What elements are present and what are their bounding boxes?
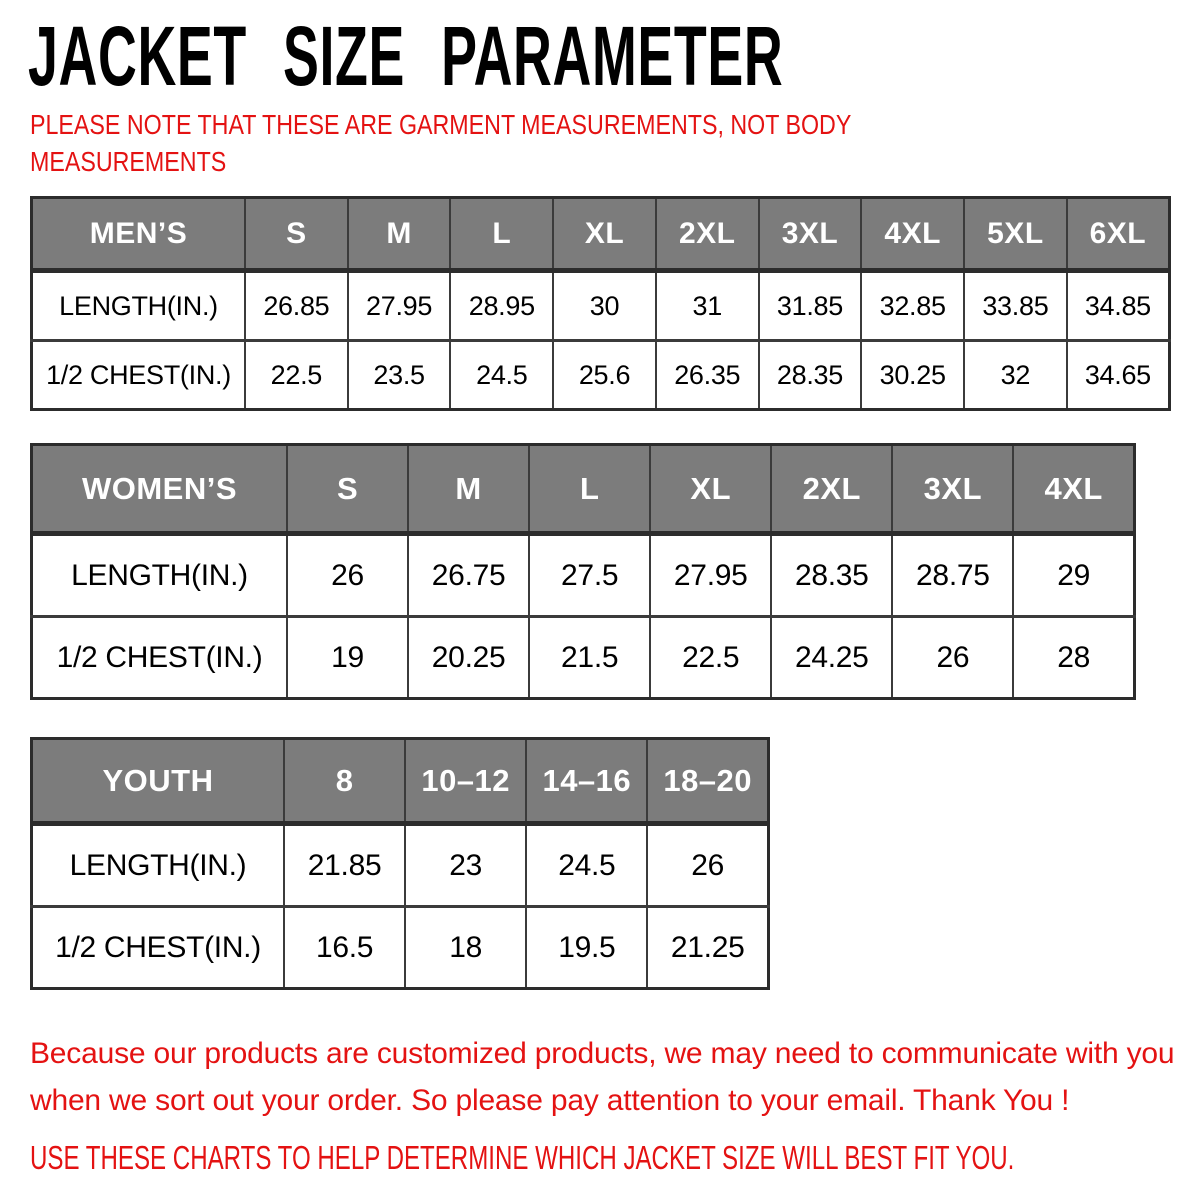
measurement-row xyxy=(32,907,769,989)
measurement-row xyxy=(32,617,1135,699)
size-header-cell: L xyxy=(529,445,650,534)
value-cell: 31.85 xyxy=(759,271,862,341)
size-header-cell: 5XL xyxy=(964,198,1067,271)
womens-size-table xyxy=(30,443,1136,700)
measurement-row xyxy=(32,534,1135,617)
value-cell: 28.35 xyxy=(771,534,892,617)
value-cell: 29 xyxy=(1013,534,1134,617)
measurement-row xyxy=(32,341,1170,410)
size-header-cell: XL xyxy=(650,445,771,534)
value-cell: 16.5 xyxy=(284,907,405,989)
size-header-cell: 18–20 xyxy=(647,739,768,824)
value-cell: 23.5 xyxy=(348,341,451,410)
value-cell: 26 xyxy=(647,824,768,907)
footer-paragraph-line-2: when we sort out your order. So please pay attention to your email. Thank You ! xyxy=(30,1084,1070,1117)
size-header-cell: S xyxy=(245,198,348,271)
value-cell: 32.85 xyxy=(861,271,964,341)
size-header-cell: 3XL xyxy=(892,445,1013,534)
youth-size-table xyxy=(30,737,770,990)
value-cell: 30.25 xyxy=(861,341,964,410)
size-header-cell: 8 xyxy=(284,739,405,824)
value-cell: 19.5 xyxy=(526,907,647,989)
size-header-cell: 2XL xyxy=(771,445,892,534)
value-cell: 19 xyxy=(287,617,408,699)
value-cell: 30 xyxy=(553,271,656,341)
value-cell: 34.85 xyxy=(1067,271,1170,341)
size-header-cell: 4XL xyxy=(861,198,964,271)
footer-final-line: USE THESE CHARTS TO HELP DETERMINE WHICH JACKET SIZE WILL BEST FIT YOU. xyxy=(30,1139,1015,1176)
mens-header-row xyxy=(32,198,1170,271)
row-label-cell: 1/2 CHEST(IN.) xyxy=(32,617,288,699)
value-cell: 34.65 xyxy=(1067,341,1170,410)
value-cell: 27.95 xyxy=(348,271,451,341)
footer-paragraph-line-1: Because our products are customized products, we may need to communicate with you xyxy=(30,1037,1175,1070)
value-cell: 21.85 xyxy=(284,824,405,907)
value-cell: 26.75 xyxy=(408,534,529,617)
size-header-cell: M xyxy=(408,445,529,534)
value-cell: 21.25 xyxy=(647,907,768,989)
size-header-cell: 6XL xyxy=(1067,198,1170,271)
value-cell: 26.85 xyxy=(245,271,348,341)
value-cell: 21.5 xyxy=(529,617,650,699)
womens-title-cell: WOMEN’S xyxy=(32,445,288,534)
value-cell: 22.5 xyxy=(650,617,771,699)
footer-notes xyxy=(30,1030,1200,1181)
garment-measurement-note xyxy=(30,106,1020,180)
youth-header-row xyxy=(32,739,769,824)
value-cell: 20.25 xyxy=(408,617,529,699)
value-cell: 25.6 xyxy=(553,341,656,410)
row-label-cell: LENGTH(IN.) xyxy=(32,271,246,341)
value-cell: 24.25 xyxy=(771,617,892,699)
measurement-row xyxy=(32,824,769,907)
size-header-cell: 10–12 xyxy=(405,739,526,824)
womens-header-row xyxy=(32,445,1135,534)
size-header-cell: S xyxy=(287,445,408,534)
value-cell: 24.5 xyxy=(450,341,553,410)
size-header-cell: 14–16 xyxy=(526,739,647,824)
value-cell: 28 xyxy=(1013,617,1134,699)
youth-title-cell: YOUTH xyxy=(32,739,285,824)
size-header-cell: XL xyxy=(553,198,656,271)
value-cell: 22.5 xyxy=(245,341,348,410)
value-cell: 18 xyxy=(405,907,526,989)
value-cell: 26.35 xyxy=(656,341,759,410)
measurement-row xyxy=(32,271,1170,341)
size-header-cell: 2XL xyxy=(656,198,759,271)
value-cell: 24.5 xyxy=(526,824,647,907)
value-cell: 33.85 xyxy=(964,271,1067,341)
value-cell: 27.5 xyxy=(529,534,650,617)
value-cell: 31 xyxy=(656,271,759,341)
size-header-cell: 3XL xyxy=(759,198,862,271)
value-cell: 27.95 xyxy=(650,534,771,617)
size-header-cell: 4XL xyxy=(1013,445,1134,534)
row-label-cell: LENGTH(IN.) xyxy=(32,824,285,907)
size-header-cell: M xyxy=(348,198,451,271)
note-line-2: MEASUREMENTS xyxy=(30,146,227,177)
value-cell: 26 xyxy=(892,617,1013,699)
value-cell: 23 xyxy=(405,824,526,907)
size-header-cell: L xyxy=(450,198,553,271)
mens-title-cell: MEN’S xyxy=(32,198,246,271)
page-title: JACKET SIZE PARAMETER xyxy=(28,9,784,103)
value-cell: 26 xyxy=(287,534,408,617)
value-cell: 32 xyxy=(964,341,1067,410)
row-label-cell: 1/2 CHEST(IN.) xyxy=(32,907,285,989)
row-label-cell: LENGTH(IN.) xyxy=(32,534,288,617)
value-cell: 28.35 xyxy=(759,341,862,410)
row-label-cell: 1/2 CHEST(IN.) xyxy=(32,341,246,410)
note-line-1: PLEASE NOTE THAT THESE ARE GARMENT MEASUREMENTS, NOT BODY xyxy=(30,109,852,140)
value-cell: 28.95 xyxy=(450,271,553,341)
mens-size-table xyxy=(30,196,1171,411)
value-cell: 28.75 xyxy=(892,534,1013,617)
